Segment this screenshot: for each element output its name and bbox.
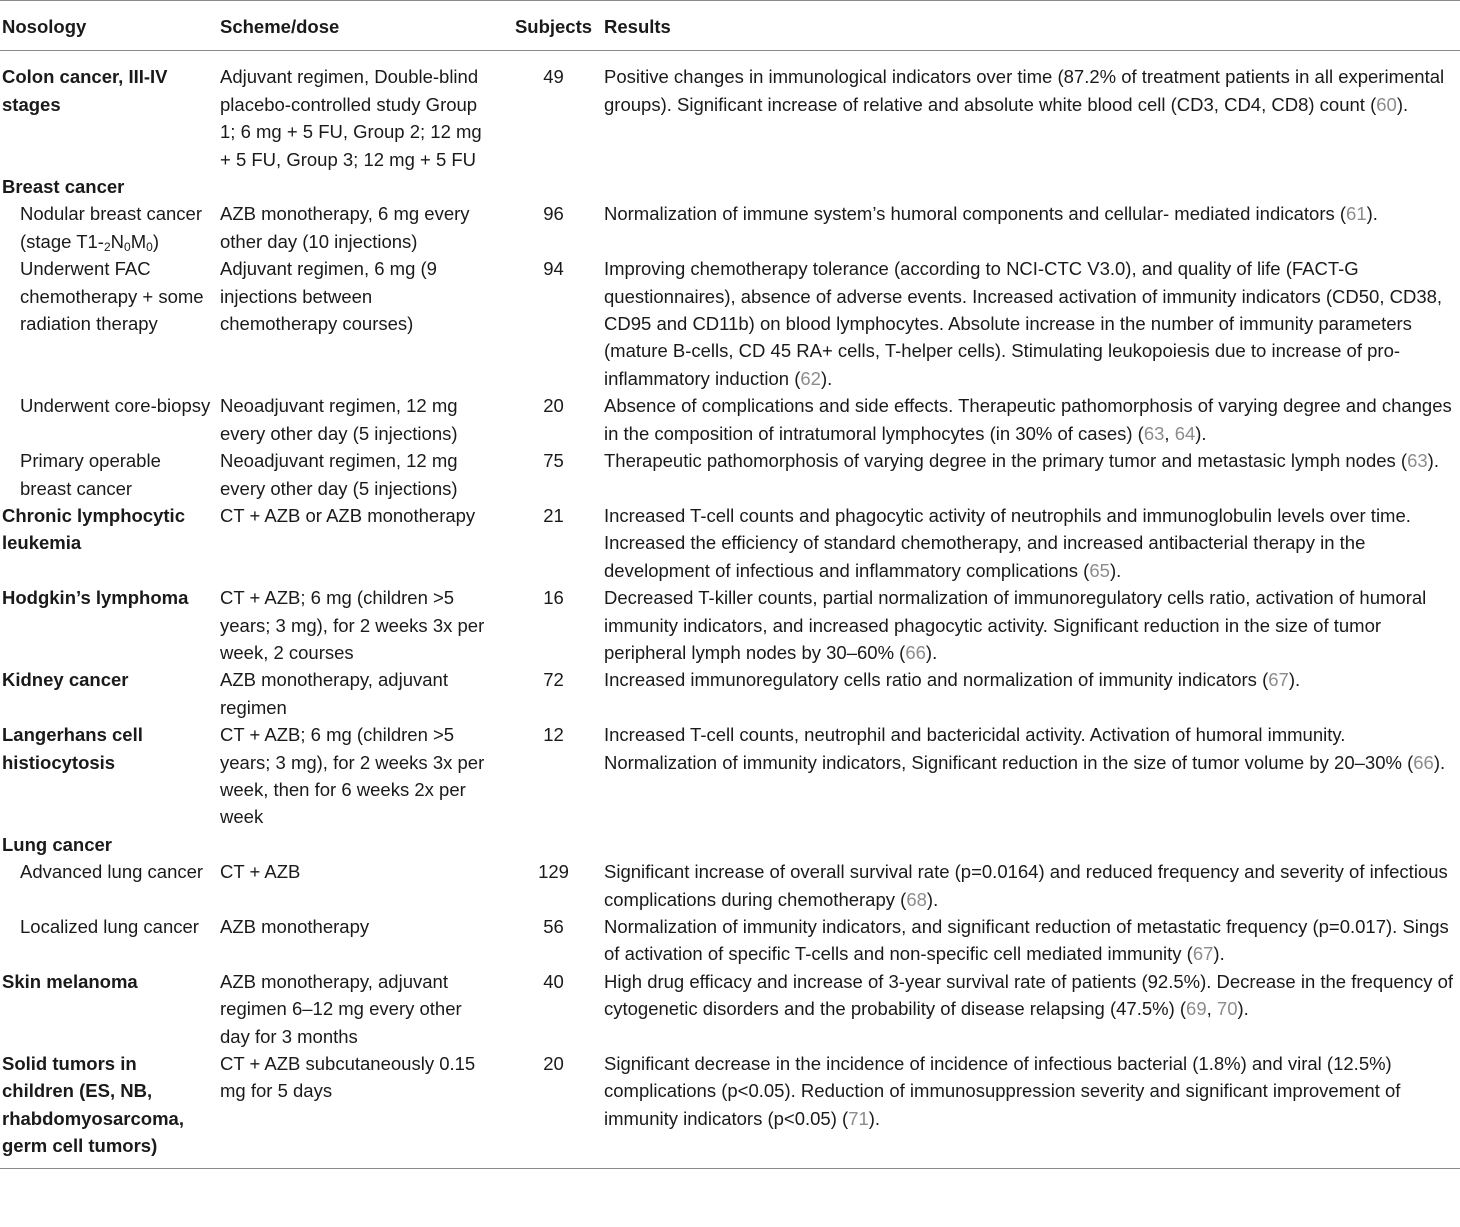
- subjects-cell: 75: [543, 450, 564, 472]
- subjects-cell: 12: [543, 724, 564, 746]
- reference-link[interactable]: 63: [1143, 422, 1165, 444]
- scheme-cell: AZB monotherapy, 6 mg every other day (10 injections): [220, 203, 470, 252]
- results-cell: Improving chemotherapy tolerance (according to NCI-CTC V3.0), and quality of life (FACT-G questionnaires), absence of adverse events. Increased activation of immunity indicators (CD50, CD38, CD95 and CD11b) on blood lymphocytes. Absolute increase in the number of immunity parameters (mature B-cells, CD 45 RA+ cells, T-helper cells). Stimulating leukopoiesis due to increase of pro-inflammatory induction (62).: [604, 258, 1443, 389]
- results-cell: Absence of complications and side effects. Therapeutic pathomorphosis of varying degree and changes in the composition of intratumoral lymphocytes (in 30% of cases) (63, 64).: [604, 395, 1452, 444]
- results-cell: Increased T-cell counts and phagocytic activity of neutrophils and immunoglobulin levels over time. Increased the efficiency of standard chemotherapy, and increased antibacterial therapy in the development of infectious and inflammatory complications (65).: [604, 504, 1411, 581]
- table-row: [0, 584, 1460, 666]
- results-cell: Therapeutic pathomorphosis of varying degree in the primary tumor and metastasic lymph nodes (63).: [604, 450, 1439, 472]
- header-nosology: Nosology: [0, 1, 220, 51]
- reference-link[interactable]: 62: [800, 367, 821, 389]
- header-scheme: Scheme/dose: [220, 1, 503, 51]
- scheme-cell: Adjuvant regimen, Double-blind placebo-controlled study Group 1; 6 mg + 5 FU, Group 2; 12 mg + 5 FU, Group 3; 12 mg + 5 FU: [220, 66, 482, 170]
- reference-link[interactable]: 69: [1186, 998, 1207, 1020]
- reference-link[interactable]: 60: [1376, 93, 1397, 115]
- subjects-cell: 129: [538, 861, 569, 883]
- results-cell: Increased T-cell counts, neutrophil and bactericidal activity. Activation of humoral immunity. Normalization of immunity indicators, Significant reduction in the size of tumor volume by 20–30% (66).: [604, 724, 1446, 773]
- table-row: [0, 666, 1460, 721]
- scheme-cell: CT + AZB subcutaneously 0.15 mg for 5 days: [220, 1050, 503, 1168]
- nosology-cell: Solid tumors in children (ES, NB, rhabdomyosarcoma, germ cell tumors): [0, 1050, 220, 1168]
- subjects-cell: 20: [503, 1050, 604, 1168]
- nosology-cell: Advanced lung cancer: [20, 861, 204, 883]
- results-cell: Increased immunoregulatory cells ratio and normalization of immunity indicators (67).: [604, 669, 1301, 691]
- table-row: [0, 1050, 1460, 1168]
- subjects-cell: 40: [543, 970, 564, 992]
- table-row: [0, 831, 1460, 858]
- subjects-cell: 21: [543, 504, 564, 526]
- table-row: [0, 968, 1460, 1050]
- reference-link[interactable]: 66: [905, 641, 926, 663]
- nosology-cell: Skin melanoma: [2, 970, 138, 992]
- scheme-cell: AZB monotherapy, adjuvant regimen 6–12 mg every other day for 3 months: [220, 970, 462, 1047]
- nosology-cell: Chronic lymphocytic leukemia: [2, 504, 185, 554]
- table-row: [0, 858, 1460, 913]
- reference-link[interactable]: 64: [1174, 422, 1196, 444]
- reference-link[interactable]: 68: [906, 888, 927, 910]
- scheme-cell: CT + AZB; 6 mg (children >5 years; 3 mg), for 2 weeks 3x per week, 2 courses: [220, 587, 485, 663]
- results-cell: Normalization of immune system’s humoral components and cellular- mediated indicators (61).: [604, 203, 1378, 225]
- reference-link[interactable]: 67: [1268, 669, 1289, 691]
- scheme-cell: Neoadjuvant regimen, 12 mg every other day (5 injections): [220, 395, 458, 444]
- results-cell: Normalization of immunity indicators, and significant reduction of metastatic frequency (p=0.017). Sings of activation of specific T-cells and non-specific cell mediated immunity (67).: [604, 916, 1449, 965]
- header-subjects: Subjects: [503, 1, 604, 51]
- table-row: [0, 721, 1460, 831]
- header-results: Results: [604, 1, 1460, 51]
- subjects-cell: 56: [543, 916, 564, 937]
- nosology-cell: Kidney cancer: [2, 669, 129, 691]
- nosology-cell: Nodular breast cancer (stage $T1-_2N_0M_0$): [20, 203, 203, 254]
- reference-link[interactable]: 65: [1089, 559, 1110, 581]
- scheme-cell: Adjuvant regimen, 6 mg (9 injections between chemotherapy courses): [220, 258, 437, 335]
- nosology-cell: Langerhans cell histiocytosis: [2, 724, 143, 773]
- scheme-cell: Neoadjuvant regimen, 12 mg every other day (5 injections): [220, 450, 458, 499]
- subjects-cell: 49: [543, 66, 564, 88]
- header-row: [0, 1, 1460, 51]
- results-cell: Significant decrease in the incidence of incidence of infectious bacterial (1.8%) and viral (12.5%) complications (p<0.05). Reduction of immunosuppression severity and significant improvement of immunity indicators (p<0.05) (71).: [604, 1050, 1460, 1168]
- nosology-cell: Localized lung cancer: [20, 916, 199, 937]
- nosology-cell: Hodgkin’s lymphoma: [2, 587, 189, 609]
- table-row: [0, 502, 1460, 584]
- scheme-cell: AZB monotherapy: [220, 916, 370, 937]
- nosology-cell: Colon cancer, III-IV stages: [2, 66, 168, 115]
- group-heading: Lung cancer: [2, 833, 112, 855]
- results-cell: Positive changes in immunological indicators over time (87.2% of treatment patients in all experimental groups). Significant increase of relative and absolute white blood cell (CD3, CD4, CD8) count (60).: [604, 66, 1445, 115]
- subjects-cell: 72: [543, 669, 564, 691]
- group-heading: Breast cancer: [2, 176, 125, 198]
- nosology-cell: Underwent core-biopsy: [20, 395, 211, 417]
- table-row: [0, 51, 1460, 173]
- reference-link[interactable]: 66: [1413, 751, 1434, 773]
- subjects-cell: 20: [543, 395, 564, 417]
- scheme-cell: CT + AZB; 6 mg (children >5 years; 3 mg), for 2 weeks 3x per week, then for 6 weeks 2x per week: [220, 724, 485, 828]
- table-row: [0, 255, 1460, 392]
- reference-link[interactable]: 71: [848, 1107, 869, 1129]
- scheme-cell: CT + AZB or AZB monotherapy: [220, 504, 476, 526]
- reference-link[interactable]: 63: [1407, 450, 1428, 472]
- nosology-cell: Underwent FAC chemotherapy + some radiation therapy: [20, 258, 204, 335]
- subjects-cell: 94: [543, 258, 564, 280]
- scheme-cell: CT + AZB: [220, 861, 301, 883]
- reference-link[interactable]: 61: [1346, 203, 1367, 225]
- nosology-cell: Primary operable breast cancer: [20, 450, 161, 499]
- table-row: [0, 447, 1460, 502]
- results-cell: Significant increase of overall survival rate (p=0.0164) and reduced frequency and severity of infectious complications during chemotherapy (68).: [604, 861, 1448, 910]
- table-row: [0, 392, 1460, 447]
- reference-link[interactable]: 67: [1192, 943, 1214, 965]
- table-row: [0, 200, 1460, 255]
- table-row: [0, 913, 1460, 968]
- subjects-cell: 16: [543, 587, 564, 609]
- table-row: [0, 173, 1460, 200]
- results-cell: Decreased T-killer counts, partial normalization of immunoregulatory cells ratio, activation of humoral immunity indicators, and increased phagocytic activity. Significant reduction in the size of tumor peripheral lymph nodes by 30–60% (66).: [604, 587, 1427, 663]
- results-cell: High drug efficacy and increase of 3-year survival rate of patients (92.5%). Decrease in the frequency of cytogenetic disorders and the probability of disease relapsing (47.5%) (69, 70).: [604, 970, 1454, 1020]
- scheme-cell: AZB monotherapy, adjuvant regimen: [220, 669, 448, 718]
- reference-link[interactable]: 70: [1216, 998, 1238, 1020]
- subjects-cell: 96: [543, 203, 564, 225]
